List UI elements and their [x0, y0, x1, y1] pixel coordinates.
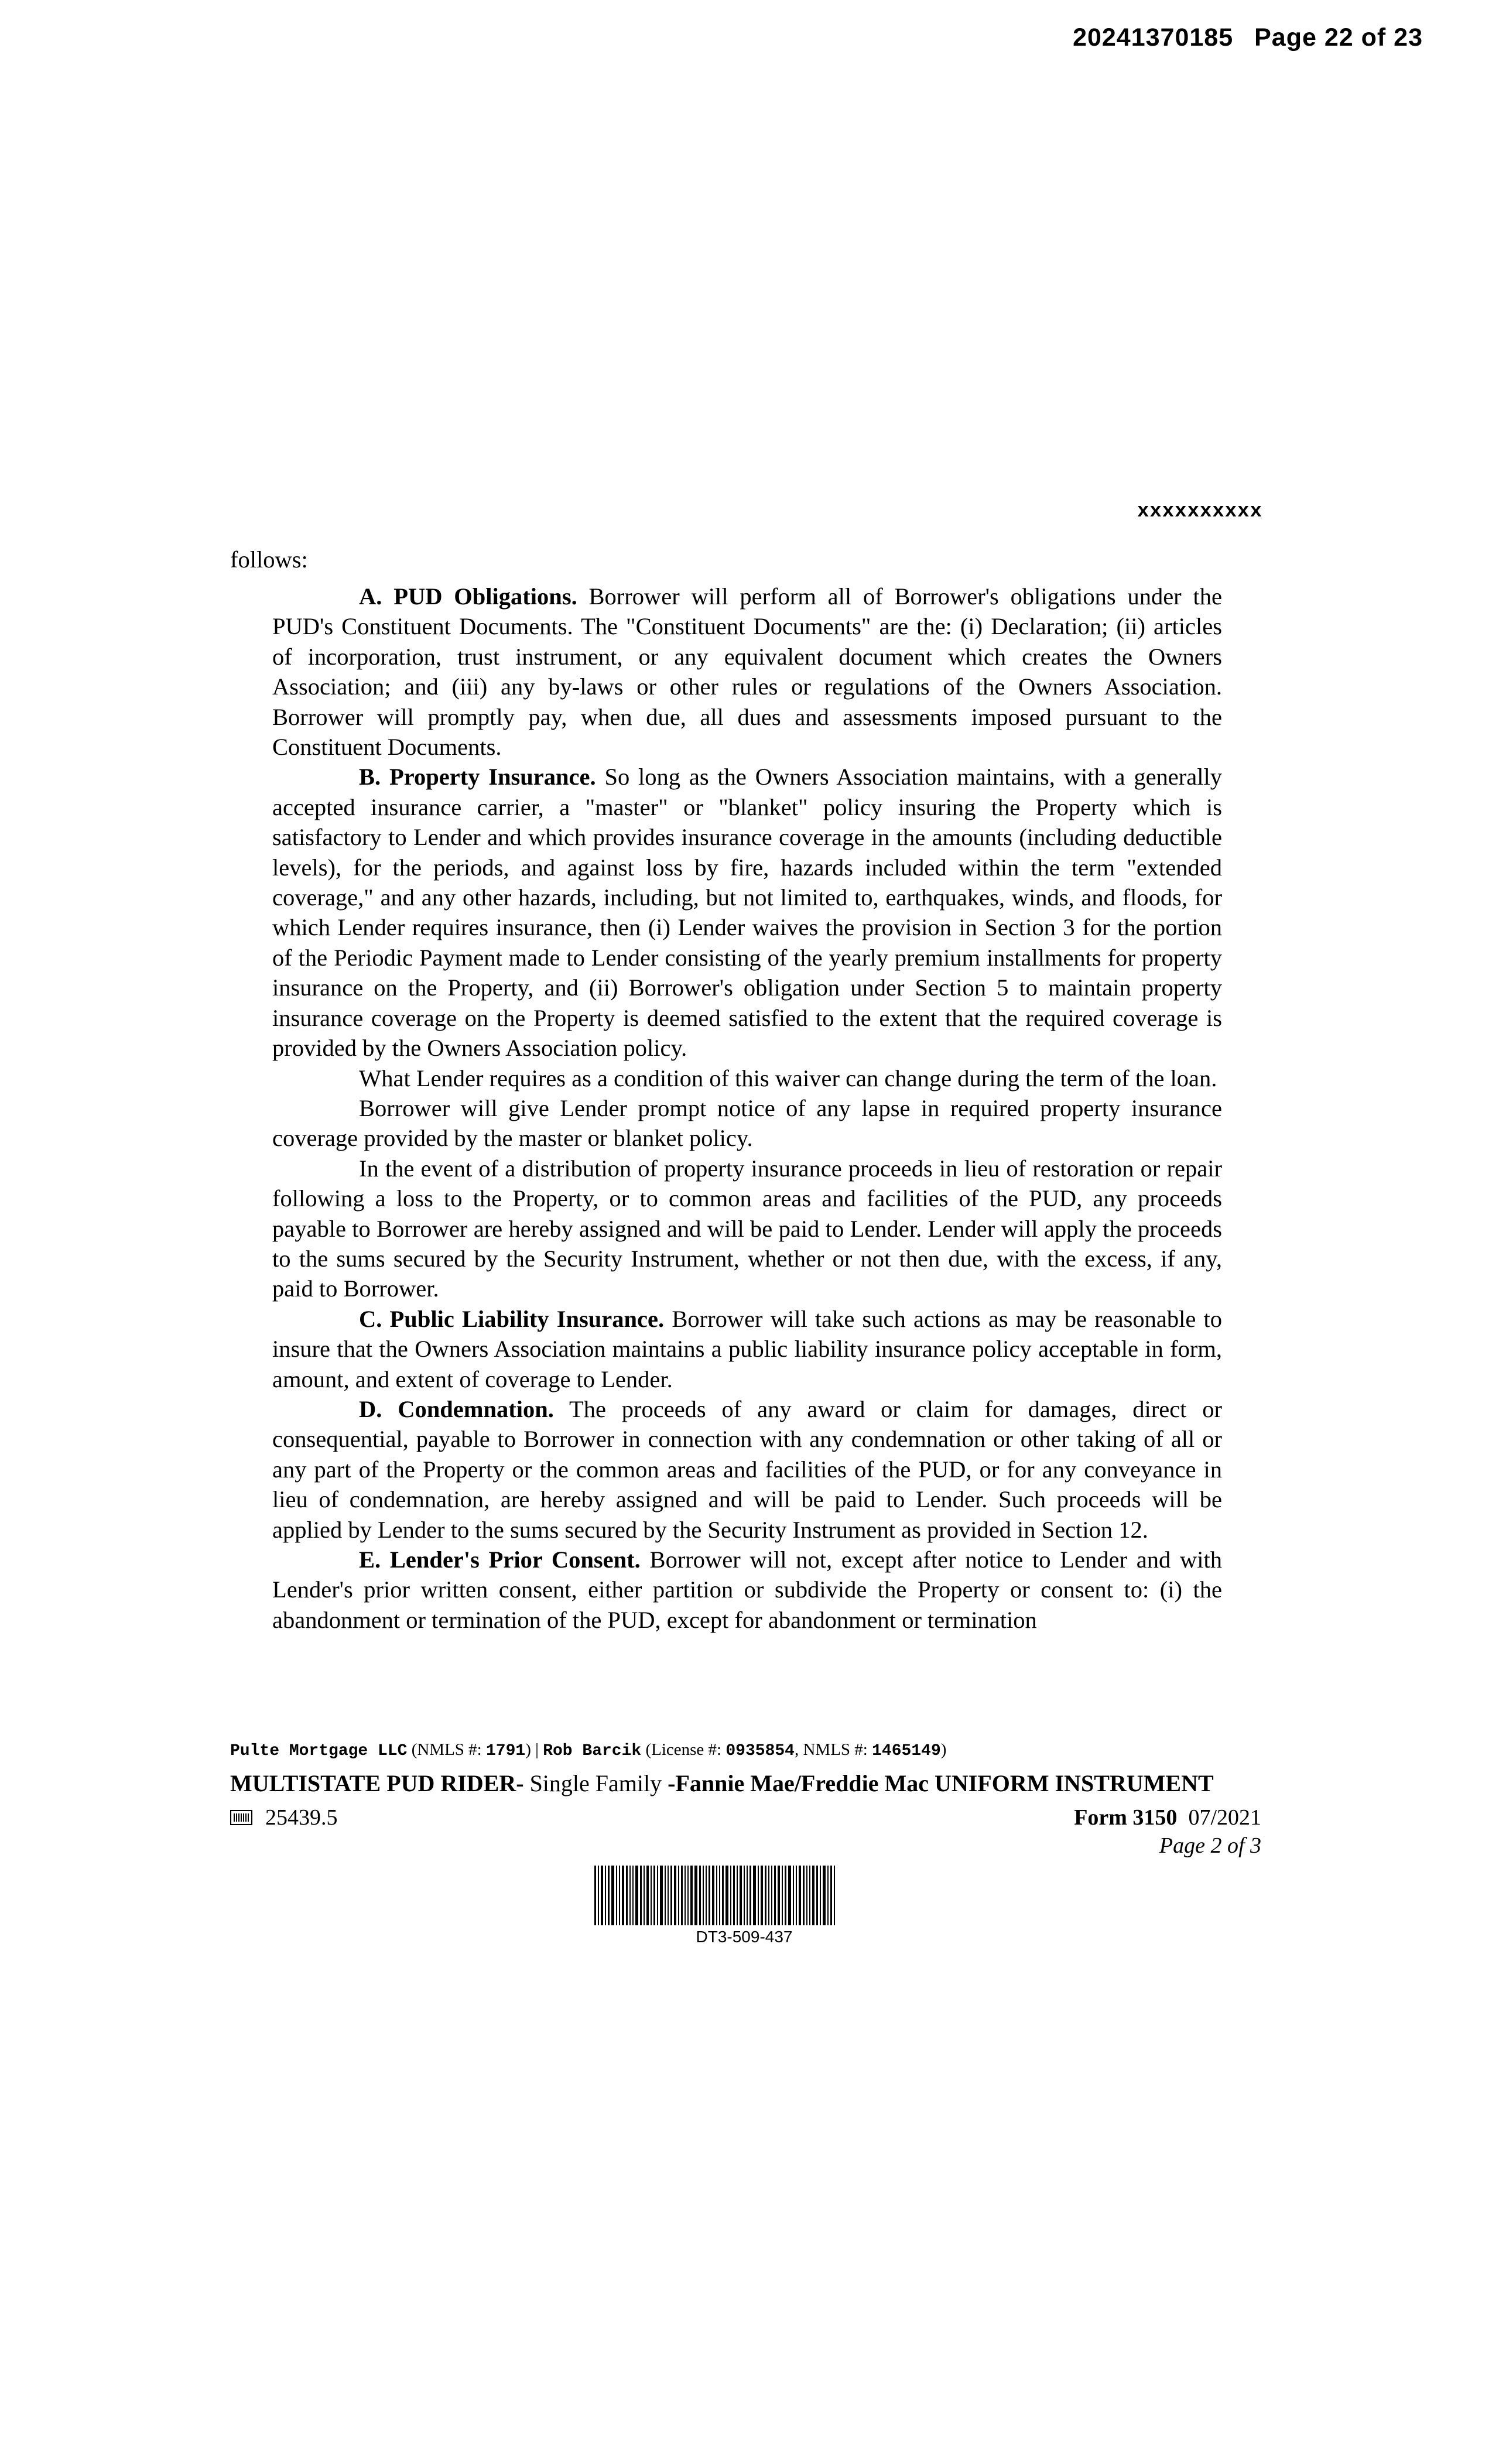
barcode-bar [799, 1866, 801, 1925]
barcode-bar [668, 1866, 669, 1925]
lender-nmls: 1791 [486, 1742, 526, 1760]
section-text: Borrower will give Lender prompt notice of any lapse in required property insurance coverage provided by the master or blanket policy. [272, 1094, 1222, 1152]
barcode-bar [646, 1866, 649, 1925]
barcode-bar [653, 1866, 655, 1925]
barcode-bar [816, 1866, 818, 1925]
section-c [272, 1304, 1222, 1394]
barcode-bar [687, 1866, 689, 1925]
originator-name: Rob Barcik [543, 1742, 642, 1760]
barcode-bar [809, 1866, 810, 1925]
barcode-bar [685, 1866, 686, 1925]
section-heading: E. Lender's Prior Consent. [359, 1546, 641, 1573]
barcode-bar [594, 1866, 596, 1925]
rider-middle: Single Family [523, 1770, 668, 1796]
originator-nmls: 1465149 [872, 1742, 941, 1760]
barcode-bar [761, 1866, 763, 1925]
section-text: What Lender requires as a condition of this waiver can change during the term of the loan. [359, 1065, 1217, 1091]
barcode-bar [619, 1866, 620, 1925]
form-number [1074, 1805, 1261, 1830]
rider-body [272, 581, 1222, 1635]
barcode-bar [725, 1866, 728, 1925]
barcode-bar [635, 1866, 638, 1925]
barcode-bar [834, 1866, 835, 1925]
barcode-bar [778, 1866, 780, 1925]
section-d [272, 1394, 1222, 1545]
section-text: So long as the Owners Association maintains, with a generally accepted insurance carrier, a "master" or "blanket" policy insuring the Property which is satisfactory to Lender and which provides insurance coverage in the amounts (including deductible levels), for the periods, and against loss by fire, hazards included within the term "extended coverage," and any other hazards, including, but not limited to, earthquakes, winds, and floods, for which Lender requires insurance, then (i) Lender waives the provision in Section 3 for the portion of the Periodic Payment made to Lender consisting of the yearly premium installments for property insurance on the Property, and (ii) Borrower's obligation under Section 5 to maintain property insurance coverage on the Property is deemed satisfied to the extent that the required coverage is provided by the Owners Association policy. [272, 764, 1222, 1062]
barcode-bar [601, 1866, 603, 1925]
barcode-bar [626, 1866, 628, 1925]
barcode-bar [722, 1866, 724, 1925]
barcode-bar [670, 1866, 672, 1925]
closing: ) [940, 1740, 947, 1759]
barcode-bar [657, 1866, 658, 1925]
barcode-bar [820, 1866, 821, 1925]
rider-suffix: -Fannie Mae/Freddie Mac UNIFORM INSTRUMENT [668, 1770, 1214, 1796]
barcode-bar [806, 1866, 807, 1925]
barcode-bar [793, 1866, 794, 1925]
barcode-bar [678, 1866, 679, 1925]
barcode-bar [681, 1866, 683, 1925]
barcode-bar [771, 1866, 772, 1925]
section-text: Borrower will not, except after notice to Lender and with Lender's prior written consent, either partition or subdivide the Property or consent to: (i) the abandonment or termination of the PUD, except for abandonment or termination [272, 1546, 1222, 1633]
section-e [272, 1545, 1222, 1635]
barcode-bar [699, 1866, 701, 1925]
barcode-bar [788, 1866, 791, 1925]
barcode-bar [765, 1866, 766, 1925]
barcode-bar [651, 1866, 652, 1925]
barcode-bar [690, 1866, 693, 1925]
recording-stamp [1073, 23, 1423, 52]
document-number: 20241370185 [1073, 23, 1234, 52]
barcode-bar [740, 1866, 742, 1925]
barcode-bar [611, 1866, 614, 1925]
barcode-bar [796, 1866, 797, 1925]
barcode-bar [694, 1866, 697, 1925]
page-label: Page 22 of 23 [1254, 23, 1423, 52]
lender-nmls-label: (NMLS #: [407, 1740, 486, 1759]
license-label: (License #: [641, 1740, 726, 1759]
lender-line [230, 1740, 946, 1760]
barcode-bar [737, 1866, 738, 1925]
barcode-bar [629, 1866, 631, 1925]
rider-title-line [230, 1770, 1214, 1797]
barcode-bar [774, 1866, 776, 1925]
barcode-bar [747, 1866, 748, 1925]
barcode-bar [823, 1866, 826, 1925]
originator-nmls-label: , NMLS #: [794, 1740, 872, 1759]
barcode-bar [703, 1866, 704, 1925]
form-code: 25439.5 [265, 1805, 338, 1830]
section-b-paragraph-2 [272, 1063, 1222, 1093]
barcode-bar [660, 1866, 663, 1925]
barcode-bar [674, 1866, 676, 1925]
barcode-bar [706, 1866, 707, 1925]
separator: ) | [525, 1740, 543, 1759]
barcode-bar [712, 1866, 714, 1925]
page-of: Page 2 of 3 [1159, 1833, 1261, 1858]
section-text: Borrower will take such actions as may be reasonable to insure that the Owners Association maintains a public liability insurance policy acceptable in form, amount, and extent of coverage to Lender. [272, 1305, 1222, 1392]
form-label: Form 3150 [1074, 1805, 1178, 1830]
section-text: In the event of a distribution of property insurance proceeds in lieu of restoration or repair following a loss to the Property, or to common areas and facilities of the PUD, any proceeds payable to Borrower are hereby assigned and will be paid to Lender. Lender will apply the proceeds to the sums secured by the Security Instrument, whether or not then due, with the excess, if any, paid to Borrower. [272, 1155, 1222, 1302]
barcode-label: DT3-509-437 [696, 1928, 793, 1946]
barcode-bar [608, 1866, 610, 1925]
barcode-bar [827, 1866, 829, 1925]
barcode-bar [719, 1866, 720, 1925]
section-b-paragraph-4 [272, 1154, 1222, 1304]
section-heading: D. Condemnation. [359, 1395, 554, 1422]
intro-text: follows: [230, 546, 308, 573]
section-heading: C. Public Liability Insurance. [359, 1305, 665, 1332]
barcode-bar [782, 1866, 783, 1925]
barcode-bar [744, 1866, 745, 1925]
barcode-bar [644, 1866, 645, 1925]
barcode-bar [716, 1866, 717, 1925]
barcode-bar [785, 1866, 786, 1925]
rider-title: MULTISTATE PUD RIDER- [230, 1770, 524, 1796]
barcode-bar [709, 1866, 710, 1925]
section-text: Borrower will perform all of Borrower's obligations under the PUD's Constituent Documents. The "Constituent Documents" are the: (i) Declaration; (ii) articles of incorporation, trust instrument, or any equivalent document which creates the Owners Association; and (iii) any by-laws or other rules or regulations of the Owners Association. Borrower will promptly pay, when due, all dues and assessments imposed pursuant to the Constituent Documents. [272, 583, 1222, 761]
barcode-bar [632, 1866, 634, 1925]
form-code-line [230, 1805, 338, 1830]
license-number: 0935854 [725, 1742, 795, 1760]
section-b [272, 762, 1222, 1063]
form-code-icon [230, 1810, 252, 1825]
barcode-bar [665, 1866, 666, 1925]
barcode-bar [758, 1866, 759, 1925]
barcode-bar [598, 1866, 599, 1925]
form-date: 07/2021 [1188, 1805, 1261, 1830]
barcode-icon [594, 1866, 894, 1925]
barcode-bar [733, 1866, 735, 1925]
barcode-bar [622, 1866, 624, 1925]
barcode-bar [605, 1866, 606, 1925]
barcode-bar [730, 1866, 731, 1925]
barcode-bar [803, 1866, 805, 1925]
barcode-bar [753, 1866, 756, 1925]
section-b-paragraph-3 [272, 1093, 1222, 1154]
loan-number-mask: xxxxxxxxxx [1137, 501, 1262, 523]
section-heading: B. Property Insurance. [359, 764, 596, 790]
lender-name: Pulte Mortgage LLC [230, 1742, 408, 1760]
barcode-bar [640, 1866, 642, 1925]
section-text: The proceeds of any award or claim for damages, direct or consequential, payable to Borrower in connection with any condemnation or other taking of all or any part of the Property or the common areas and facilities of the PUD, or for any conveyance in lieu of condemnation, are hereby assigned and will be paid to Lender. Such proceeds will be applied by Lender to the sums secured by the Security Instrument as provided in Section 12. [272, 1395, 1222, 1543]
barcode-bar [616, 1866, 617, 1925]
barcode-bar [830, 1866, 832, 1925]
barcode-bar [812, 1866, 814, 1925]
barcode-bar [750, 1866, 751, 1925]
section-heading: A. PUD Obligations. [359, 583, 577, 610]
section-a [272, 581, 1222, 762]
barcode-bar [768, 1866, 769, 1925]
